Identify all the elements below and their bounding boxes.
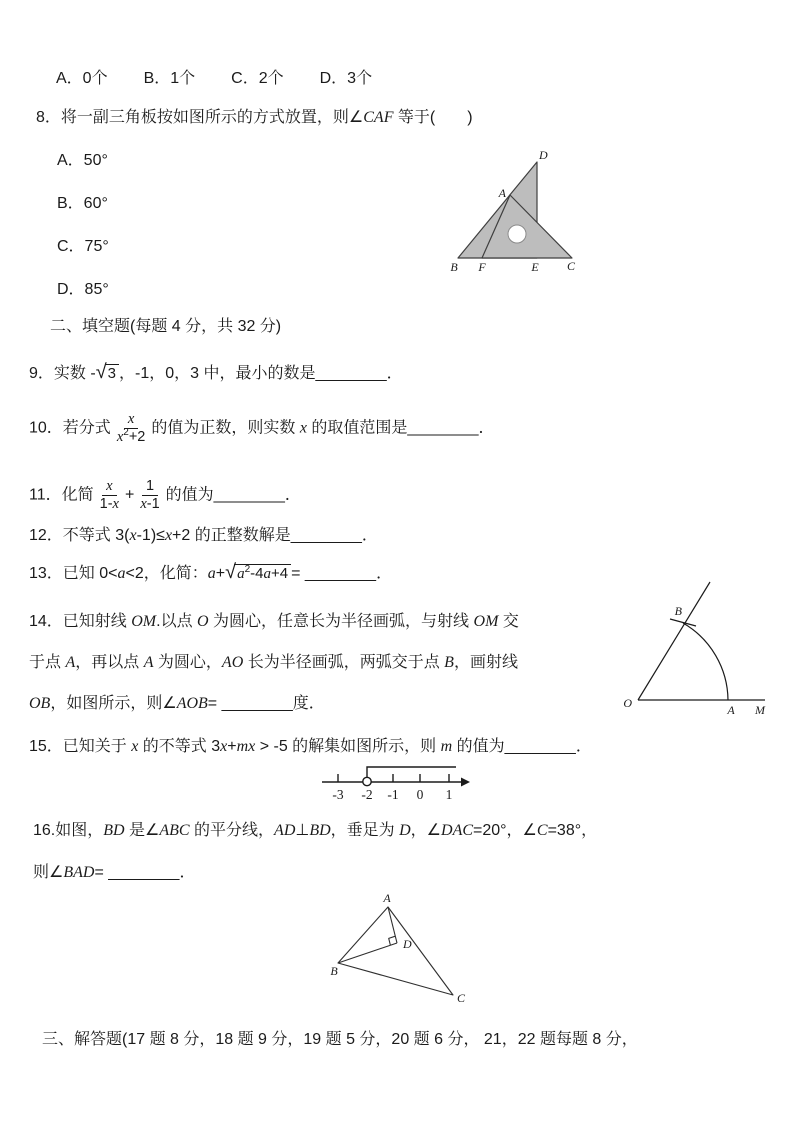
q16-triangle-figure [325,893,470,1005]
numberline-label-zero: 0 [416,787,424,802]
solution-ray [367,767,456,777]
q14-text-line1: 14．已知射线 OM.以点 O 为圆心，任意长为半径画弧，与射线 OM 交 [29,613,519,630]
q16-figure-label-a: A [383,891,391,905]
q8-figure-label-a: A [498,186,506,200]
q8-figure-label-b: B [450,260,458,274]
q10-text: 10．若分式 $\frac{x}{x^2+2}$ 的值为正数，则实数 x 的取值范围是________． [29,411,495,445]
setsquare-hole [508,225,526,243]
q8-option-d: D．85° [57,281,109,298]
q16-figure-label-c: C [457,991,466,1005]
q8-figure-label-c: C [566,259,576,273]
q12-text: 12．不等式 3(x-1)≤x+2 的正整数解是________． [29,527,378,544]
numberline-label-minus1: -1 [387,787,399,802]
section2-heading: 二、填空题(每题 4 分，共 32 分) [50,318,282,335]
q7-option-b: B．1个 [143,70,196,87]
q8-options [57,150,109,322]
q8-figure-label-e: E [531,260,539,274]
q7-option-a: A．0个 [56,70,108,87]
q14-angle-figure [608,577,776,722]
q8-option-b: B．60° [57,195,108,212]
numberline-label-minus3: -3 [332,787,344,802]
q8-stem: 8．将一副三角板按如图所示的方式放置，则∠CAF 等于( ) [36,109,473,126]
q8-triangle-figure [440,145,590,273]
q16-text-line2: 则∠BAD= ________． [33,864,196,881]
arc-tick-at-b [670,619,696,626]
q8-figure-label-f: F [478,260,486,274]
q8-option-a: A．50° [57,152,108,169]
q14-figure-label-m: M [755,703,765,717]
q8-option-c: C．75° [57,238,109,255]
q13-text: 13．已知 0<a<2，化简：a+ √ $a^2-4a+4$ = ________． [29,561,393,583]
q15-numberline-figure [318,757,478,805]
q7-option-d: D．3个 [319,70,373,87]
q14-text-line2: 于点 A，再以点 A 为圆心，AO 长为半径画弧，两弧交于点 B，画射线 [29,654,518,671]
ray-ob [638,582,710,700]
q11-text: 11．化简 $\frac{x}{1-x}$ + $\frac{1}{x-1}$ 的值为________． [29,478,301,512]
triangle-abc [338,907,453,995]
arc-ab [683,623,728,700]
q7-option-c: C．2个 [231,70,284,87]
q14-figure-label-a: A [727,703,735,717]
q7-options-row [56,68,372,90]
q16-figure-label-d: D [403,937,412,951]
q16-text-line1: 16.如图，BD 是∠ABC 的平分线，AD⊥BD，垂足为 D，∠DAC=20°，∠C=38°， [33,822,598,839]
q14-figure-label-b: B [674,604,682,618]
axis-arrowhead [461,778,470,787]
open-circle-minus2 [363,777,371,785]
section3-heading: 三、解答题(17 题 8 分，18 题 9 分，19 题 5 分，20 题 6 分， 21，22 题每题 8 分， [42,1031,638,1048]
q8-figure-label-d: D [539,148,548,162]
q9-text: 9．实数 - √ 3 ，-1，0，3 中，最小的数是________． [29,361,403,383]
q16-figure-label-b: B [330,964,338,978]
numberline-label-one: 1 [445,787,453,802]
q14-text-line3: OB，如图所示，则∠AOB= ________度． [29,695,325,712]
numberline-label-minus2: -2 [361,787,373,802]
q15-text: 15．已知关于 x 的不等式 3x+mx > -5 的解集如图所示，则 m 的值为________． [29,738,592,755]
q14-figure-label-o: O [623,696,632,710]
